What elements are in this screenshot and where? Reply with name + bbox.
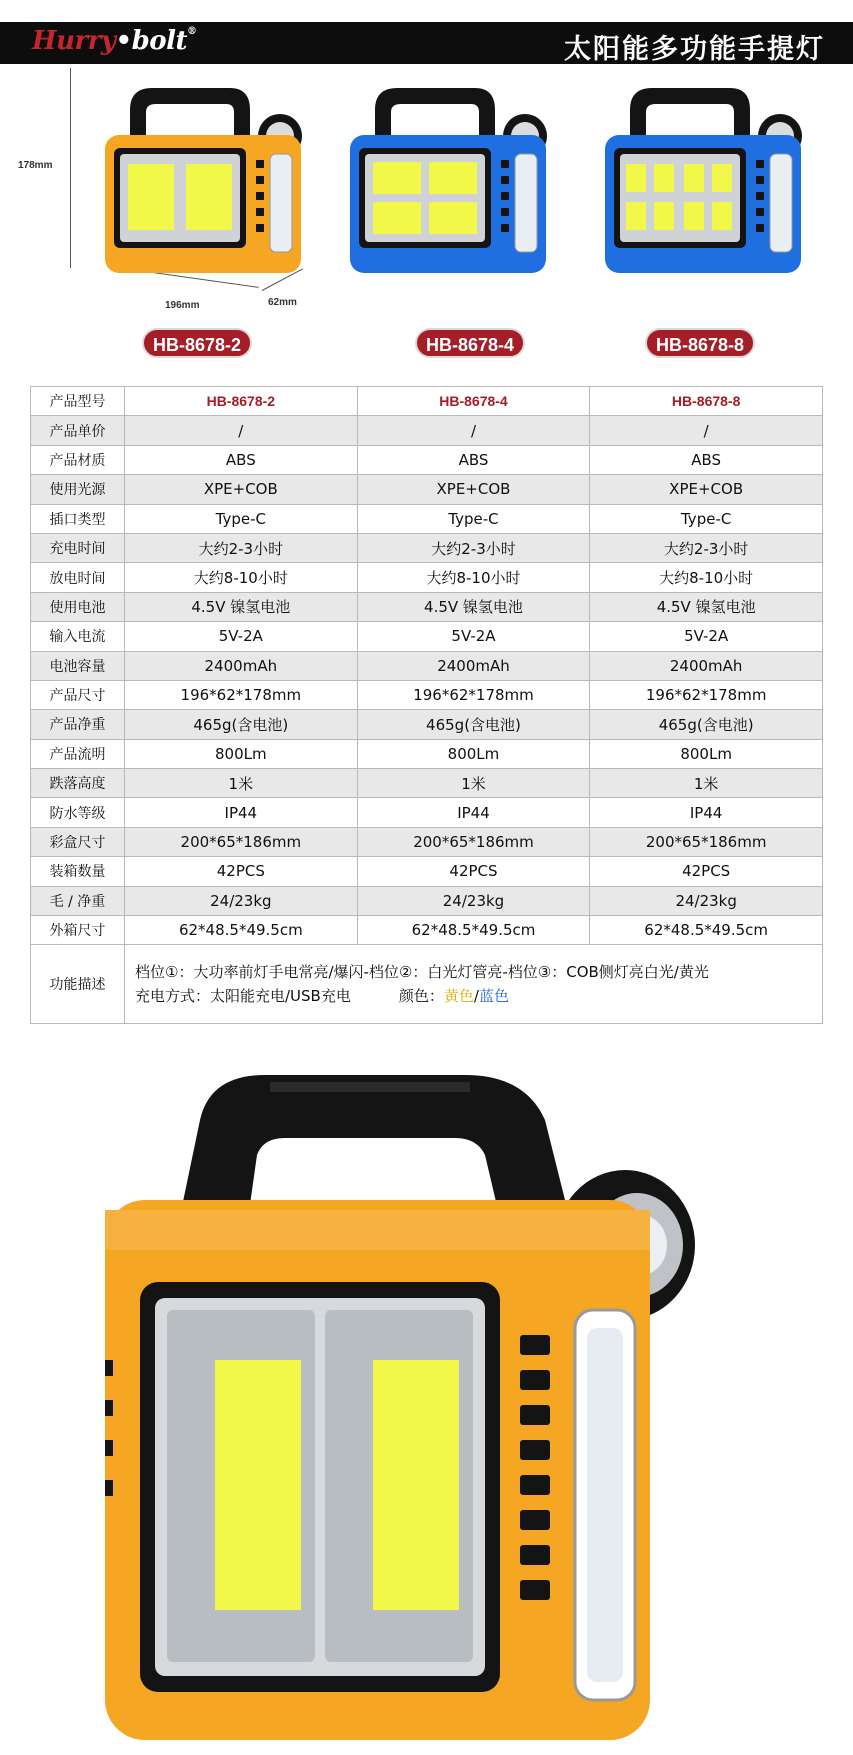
spec-value-cell: ABS <box>590 445 823 474</box>
spec-value-cell: IP44 <box>357 798 590 827</box>
header-bar <box>0 22 853 64</box>
spec-desc-row <box>31 945 823 1024</box>
spec-value-cell: 800Lm <box>357 739 590 768</box>
spec-label-cell: 产品流明 <box>31 739 125 768</box>
spec-value-cell: 62*48.5*49.5cm <box>125 916 358 945</box>
spec-row <box>31 504 823 533</box>
model-badge-2: HB-8678-4 <box>415 328 525 358</box>
spec-header-row <box>31 387 823 416</box>
spec-value-cell: 200*65*186mm <box>125 827 358 856</box>
spec-row <box>31 739 823 768</box>
spec-model-cell: HB-8678-8 <box>590 387 823 416</box>
brand-logo-part1: Hurry <box>32 26 116 56</box>
spec-label-cell: 产品材质 <box>31 445 125 474</box>
spec-label-cell: 充电时间 <box>31 533 125 562</box>
spec-value-cell: 5V-2A <box>357 622 590 651</box>
spec-label-cell: 电池容量 <box>31 651 125 680</box>
product-image-blue-4-panel <box>345 80 550 280</box>
spec-row <box>31 592 823 621</box>
spec-value-cell: 4.5V 镍氢电池 <box>125 592 358 621</box>
spec-value-cell: 42PCS <box>125 857 358 886</box>
spec-label-cell: 使用光源 <box>31 475 125 504</box>
model-badge-3: HB-8678-8 <box>645 328 755 358</box>
spec-value-cell: 2400mAh <box>125 651 358 680</box>
spec-row <box>31 886 823 915</box>
spec-value-cell: 2400mAh <box>590 651 823 680</box>
spec-value-cell: 大约8-10小时 <box>125 563 358 592</box>
brand-logo-part2: bolt <box>131 26 188 56</box>
spec-label-cell: 输入电流 <box>31 622 125 651</box>
spec-row <box>31 533 823 562</box>
spec-row <box>31 916 823 945</box>
spec-value-cell: 5V-2A <box>125 622 358 651</box>
spec-value-cell: 196*62*178mm <box>590 680 823 709</box>
spec-value-cell: 大约8-10小时 <box>357 563 590 592</box>
spec-value-cell: 200*65*186mm <box>357 827 590 856</box>
spec-row <box>31 769 823 798</box>
desc-color-blue: 蓝色 <box>478 987 509 1006</box>
spec-value-cell: 1米 <box>590 769 823 798</box>
height-dimension-label: 178mm <box>18 160 53 171</box>
spec-row <box>31 445 823 474</box>
spec-value-cell: XPE+COB <box>590 475 823 504</box>
product-image-blue-8-panel <box>600 80 805 280</box>
spec-value-cell: 24/23kg <box>590 886 823 915</box>
page-title: 太阳能多功能手提灯 <box>564 34 825 65</box>
desc-line-2 <box>135 984 820 1008</box>
spec-row <box>31 622 823 651</box>
spec-table <box>30 386 823 1024</box>
spec-value-cell: IP44 <box>125 798 358 827</box>
spec-row <box>31 563 823 592</box>
spec-label-cell: 外箱尺寸 <box>31 916 125 945</box>
depth-dimension-label: 62mm <box>268 297 297 308</box>
spec-value-cell: 5V-2A <box>590 622 823 651</box>
spec-value-cell: 24/23kg <box>357 886 590 915</box>
spec-row <box>31 416 823 445</box>
spec-row <box>31 680 823 709</box>
spec-label-cell: 使用电池 <box>31 592 125 621</box>
spec-value-cell: 24/23kg <box>125 886 358 915</box>
spec-value-cell: 大约2-3小时 <box>125 533 358 562</box>
spec-value-cell: 62*48.5*49.5cm <box>357 916 590 945</box>
spec-row <box>31 475 823 504</box>
spec-value-cell: 大约2-3小时 <box>590 533 823 562</box>
spec-row <box>31 827 823 856</box>
spec-label-cell: 产品尺寸 <box>31 680 125 709</box>
spec-value-cell: Type-C <box>357 504 590 533</box>
spec-value-cell: / <box>590 416 823 445</box>
brand-registered-mark: ® <box>187 26 197 37</box>
spec-model-cell: HB-8678-2 <box>125 387 358 416</box>
desc-line-1: 档位①：大功率前灯手电常亮/爆闪-档位②：白光灯管亮-档位③：COB侧灯亮白光/黄光 <box>135 963 709 982</box>
product-image-yellow-2-panel <box>100 80 305 280</box>
spec-value-cell: / <box>125 416 358 445</box>
spec-value-cell: 大约2-3小时 <box>357 533 590 562</box>
spec-value-cell: 800Lm <box>125 739 358 768</box>
spec-value-cell: 465g(含电池) <box>590 710 823 739</box>
spec-value-cell: IP44 <box>590 798 823 827</box>
spec-value-cell: 62*48.5*49.5cm <box>590 916 823 945</box>
spec-value-cell: 4.5V 镍氢电池 <box>590 592 823 621</box>
spec-value-cell: 42PCS <box>590 857 823 886</box>
spec-value-cell: ABS <box>357 445 590 474</box>
width-dimension-label: 196mm <box>165 300 200 311</box>
spec-value-cell: 196*62*178mm <box>125 680 358 709</box>
spec-label-cell: 功能描述 <box>31 945 125 1024</box>
height-dimension-line <box>70 68 71 268</box>
spec-label-cell: 产品净重 <box>31 710 125 739</box>
spec-row <box>31 651 823 680</box>
spec-row <box>31 710 823 739</box>
spec-value-cell: XPE+COB <box>125 475 358 504</box>
spec-value-cell: XPE+COB <box>357 475 590 504</box>
spec-label-cell: 毛 / 净重 <box>31 886 125 915</box>
spec-label-cell: 插口类型 <box>31 504 125 533</box>
spec-value-cell: 42PCS <box>357 857 590 886</box>
spec-value-cell: Type-C <box>590 504 823 533</box>
product-image-large-yellow <box>105 1060 745 1750</box>
spec-value-cell: ABS <box>125 445 358 474</box>
desc-color-yellow: 黄色 <box>443 987 474 1006</box>
desc-color-separator: / <box>473 987 479 1006</box>
spec-label-cell: 装箱数量 <box>31 857 125 886</box>
spec-label-cell: 产品型号 <box>31 387 125 416</box>
desc-charging: 充电方式：太阳能充电/USB充电 <box>135 987 351 1006</box>
model-badge-1: HB-8678-2 <box>142 328 252 358</box>
spec-label-cell: 跌落高度 <box>31 769 125 798</box>
spec-row <box>31 857 823 886</box>
brand-logo <box>32 26 197 56</box>
brand-logo-dot: • <box>115 26 132 56</box>
function-description <box>125 945 823 1024</box>
spec-label-cell: 放电时间 <box>31 563 125 592</box>
spec-model-cell: HB-8678-4 <box>357 387 590 416</box>
spec-value-cell: 465g(含电池) <box>125 710 358 739</box>
spec-value-cell: / <box>357 416 590 445</box>
spec-value-cell: 200*65*186mm <box>590 827 823 856</box>
spec-value-cell: Type-C <box>125 504 358 533</box>
spec-value-cell: 196*62*178mm <box>357 680 590 709</box>
desc-color-label: 颜色： <box>398 987 444 1006</box>
spec-value-cell: 1米 <box>125 769 358 798</box>
spec-label-cell: 彩盒尺寸 <box>31 827 125 856</box>
spec-value-cell: 465g(含电池) <box>357 710 590 739</box>
spec-label-cell: 防水等级 <box>31 798 125 827</box>
spec-value-cell: 4.5V 镍氢电池 <box>357 592 590 621</box>
spec-row <box>31 798 823 827</box>
spec-label-cell: 产品单价 <box>31 416 125 445</box>
spec-value-cell: 1米 <box>357 769 590 798</box>
spec-value-cell: 800Lm <box>590 739 823 768</box>
spec-value-cell: 大约8-10小时 <box>590 563 823 592</box>
spec-value-cell: 2400mAh <box>357 651 590 680</box>
